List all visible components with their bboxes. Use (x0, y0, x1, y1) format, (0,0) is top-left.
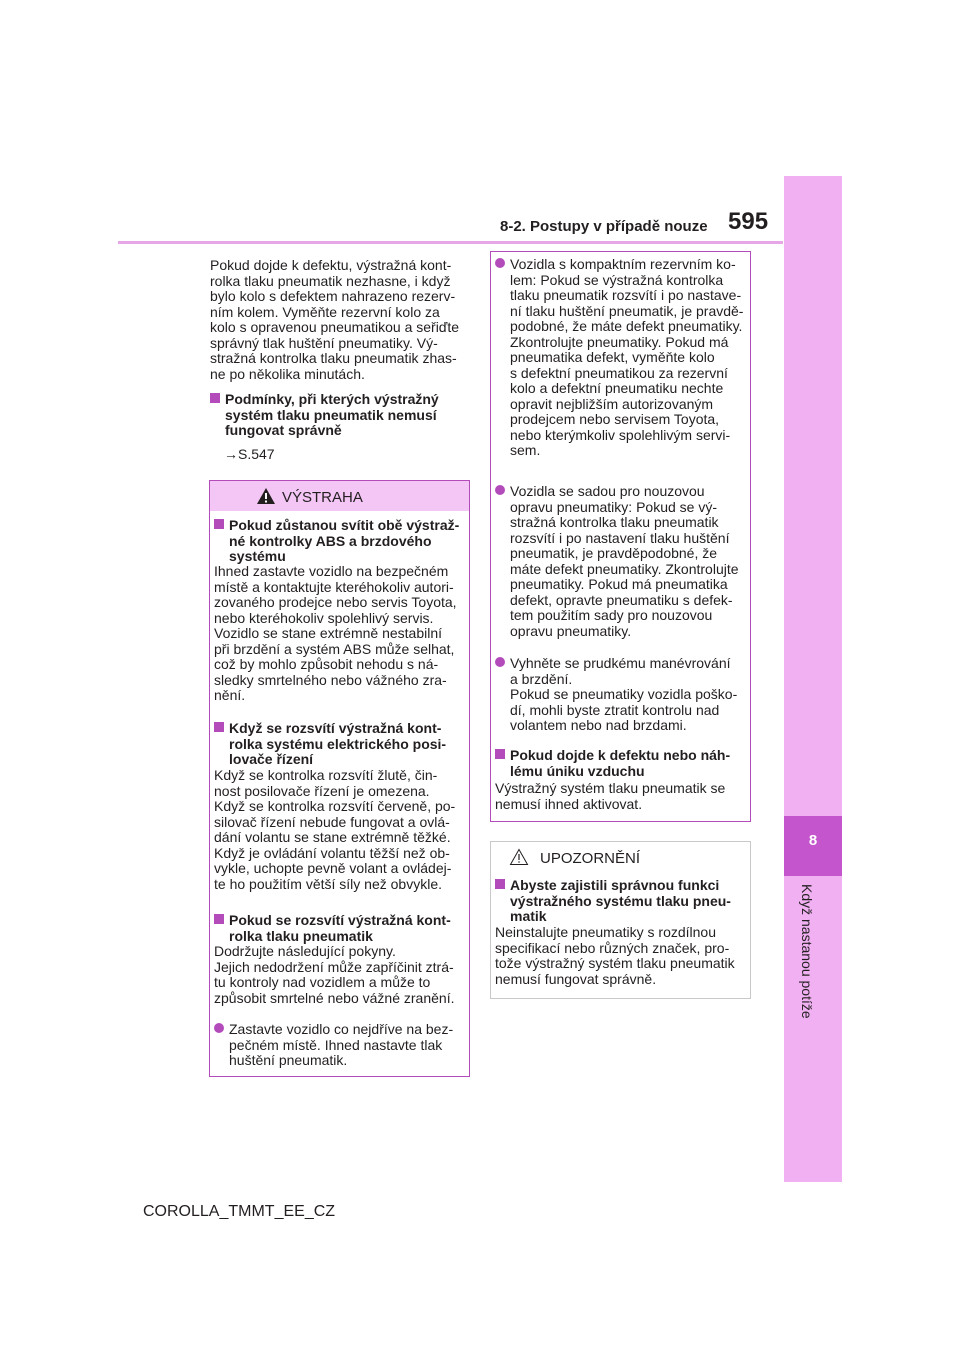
warning-continuation-box (490, 251, 751, 822)
chapter-number: 8 (808, 832, 818, 849)
round-bullet-icon (214, 1023, 224, 1033)
square-bullet-icon (495, 879, 505, 889)
conditions-page-link[interactable]: →S.547 (224, 446, 275, 462)
square-bullet-icon (214, 722, 224, 732)
round-bullet-icon (495, 657, 505, 667)
warning-paragraph-puncture: Výstražný systém tlaku pneumatik se nemusí ihned aktivovat. (495, 780, 726, 812)
notice-title: UPOZORNĚNÍ (540, 850, 641, 867)
square-bullet-icon (210, 393, 220, 403)
warning-triangle-icon (256, 487, 276, 505)
notice-box (490, 841, 751, 999)
intro-paragraph: Pokud dojde k defektu, výstražná kont- rolka tlaku pneumatik nezhasne, i když bylo kolo s defektem nahrazeno rezerv- ním kolem. Vyměňte rezervní kolo za kolo s opravenou pneumatikou a seřiďte správný tlak huštění pneumatiky. Vý- stražná kontrolka tlaku pneumatik zhas- ne po několika minutách. (210, 257, 460, 382)
warning-header (210, 481, 469, 511)
warning-bullet-repair-kit-text: Vozidla se sadou pro nouzovou opravu pneumatiky: Pokud se vý- stražná kontrolka tlaku pneumatik rozsvítí i po nastavení tlaku huštění pneumatik, je pravděpodobné, že máte defekt pneumatiky. Zkontrolujte pneumatiky. Pokud má pneumatika defekt, opravte pneumatiku s defek- tem použitím sady pro nouzovou opravu pneumatiky. (510, 483, 739, 639)
warning-bullet-spare (495, 257, 762, 459)
header-rule (118, 241, 783, 244)
warning-bullet-repair-kit (495, 484, 762, 639)
square-bullet-icon (214, 519, 224, 529)
warning-heading-eps (214, 721, 481, 768)
warning-box (209, 480, 470, 1077)
conditions-heading-text: Podmínky, při kterých výstražný systém tlaku pneumatik nemusí fungovat správně (225, 391, 439, 438)
warning-heading-puncture (495, 748, 762, 779)
warning-heading-abs-text: Pokud zůstanou svítit obě výstraž- né kontrolky ABS a brzdového systému (229, 517, 460, 564)
square-bullet-icon (495, 749, 505, 759)
caution-triangle-icon (509, 848, 529, 866)
section-title: 8-2. Postupy v případě nouze (500, 218, 708, 235)
warning-bullet-spare-text: Vozidla s kompaktním rezervním ko- lem: Pokud se výstražná kontrolka tlaku pneumatik rozsvítí i po nastave- ní tlaku huštění pneumatik, je pravdě- podobné, že máte defekt pneumatiky. Zkontrolujte pneumatiky. Pokud má pneumatika defekt, vyměňte kolo s defektní pneumatikou za rezervní kolo a defektní pneumatiku nechte opravit nejbližším autorizovaným prodejcem nebo servisem Toyota, nebo kterýmkoliv spolehlivým servi- sem. (510, 256, 744, 458)
square-bullet-icon (214, 914, 224, 924)
warning-title: VÝSTRAHA (282, 489, 363, 506)
warning-bullet-stop (214, 1022, 481, 1069)
chapter-title: Když nastanou potíže (799, 884, 815, 1019)
warning-bullet-manoeuvre-text: Vyhněte se prudkému manévrování a brzdění. Pokud se pneumatiky vozidla poško- dí, mohli byste ztratit kontrolu nad volantem nebo nad brzdami. (510, 655, 738, 733)
chapter-side-tab (784, 176, 842, 1182)
page-number: 595 (728, 208, 769, 235)
notice-heading (495, 878, 762, 925)
document-code: COROLLA_TMMT_EE_CZ (143, 1203, 336, 1220)
warning-heading-tpws-text: Pokud se rozsvítí výstražná kont- rolka tlaku pneumatik (229, 912, 451, 944)
warning-paragraph-eps: Když se kontrolka rozsvítí žlutě, čin- nost posilovače řízení je omezena. Když se kontrolka rozsvítí červeně, po- silovač řízení nebude fungovat a ovlá- dání volantu se stane extrémně těžké. Když je ovládání volantu těžší než ob- vykle, uchopte pevně volant a ovládej- te ho použitím větší síly než obvykle. (214, 767, 456, 892)
warning-paragraph-abs: Ihned zastavte vozidlo na bezpečném místě a kontaktujte kteréhokoliv autori- zovaného prodejce nebo servis Toyota, nebo kteréhokoliv spolehlivý servis. Vozidlo se stane extrémně nestabilní při brzdění a systém ABS může selhat, což by mohlo způsobit nehodu s ná- sledky smrtelného nebo vážného zra- nění. (214, 563, 457, 703)
warning-bullet-stop-text: Zastavte vozidlo co nejdříve na bez- pečném místě. Ihned nastavte tlak huštění pneumatik. (229, 1021, 454, 1068)
warning-paragraph-tpws: Dodržujte následující pokyny. Jejich nedodržení může zapříčinit ztrá- tu kontroly nad vozidlem a může to způsobit smrtelné nebo vážné zranění. (214, 943, 455, 1006)
notice-heading-text: Abyste zajistili správnou funkci výstražného systému tlaku pneu- matik (510, 877, 731, 924)
notice-paragraph: Neinstalujte pneumatiky s rozdílnou specifikací nebo různých značek, pro- tože výstražný systém tlaku pneumatik nemusí fungovat správně. (495, 924, 735, 987)
warning-heading-tpws (214, 913, 481, 944)
round-bullet-icon (495, 258, 505, 268)
warning-heading-eps-text: Když se rozsvítí výstražná kont- rolka systému elektrického posi- lovače řízení (229, 720, 447, 767)
warning-bullet-manoeuvre (495, 656, 762, 734)
warning-heading-abs (214, 518, 481, 565)
round-bullet-icon (495, 485, 505, 495)
warning-heading-puncture-text: Pokud dojde k defektu nebo náh- lému úniku vzduchu (510, 747, 731, 779)
conditions-heading (210, 392, 487, 439)
